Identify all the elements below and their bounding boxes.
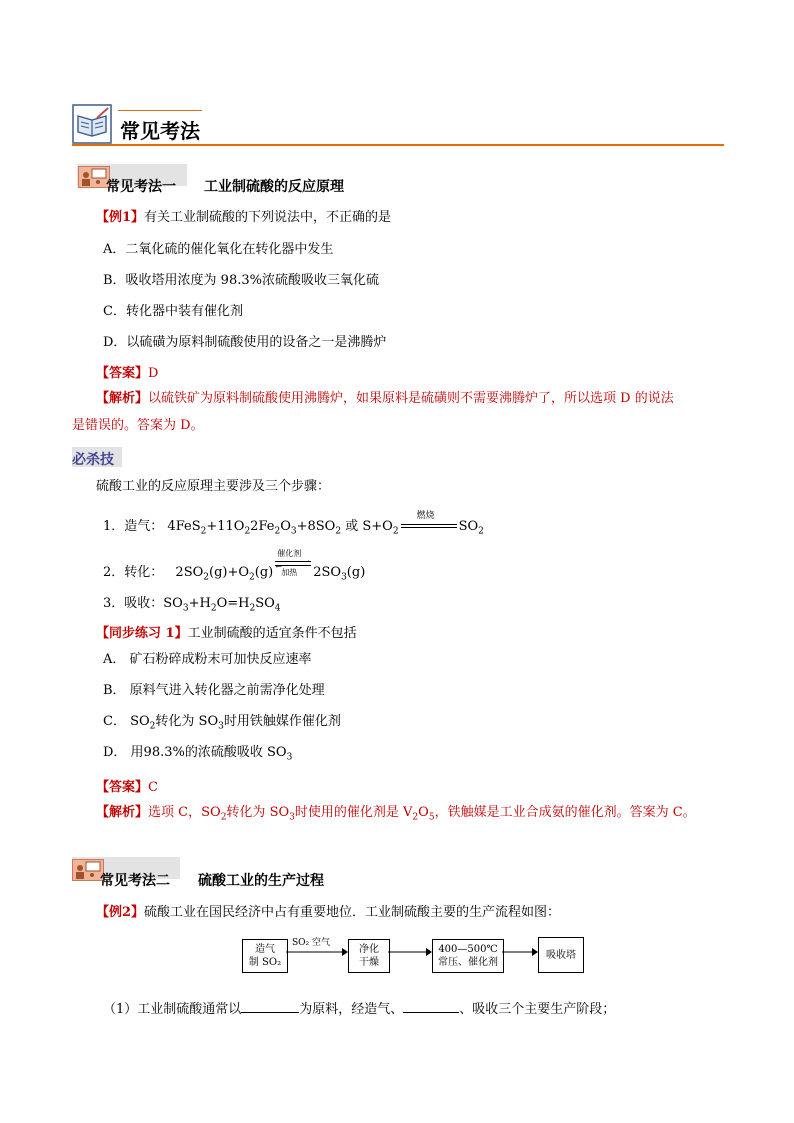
step3-equation: $SO_3+H_2O=H_2SO_4$	[163, 596, 281, 614]
flow-arrow-2	[388, 948, 432, 956]
practice1-analysis-tag: 【解析】	[96, 805, 149, 820]
example2-tag: 【例2】	[96, 905, 145, 920]
practice1-tag: 【同步练习 1】	[96, 626, 188, 641]
flow-box3-line2: 常压、催化剂	[438, 957, 498, 968]
step2-reactants: $2SO_2(g)+O_2(g)$	[175, 565, 274, 583]
step2-prefix: 2．转化：	[103, 565, 164, 580]
q1-part-c: 、吸收三个主要生产阶段；	[459, 1002, 616, 1017]
flow-box-absorber: 吸收塔	[538, 937, 584, 973]
analysis-part-b: 转化为	[226, 805, 266, 820]
step1-line	[103, 511, 484, 537]
option-d-prefix: D． 用98.3%的浓硫酸吸收	[103, 745, 263, 760]
step2-line	[103, 549, 366, 583]
skill-title: 必杀技	[72, 452, 114, 468]
example1-answer-line	[96, 362, 158, 381]
analysis-part-d: ，铁触媒是工业合成氨的催化剂。答案为 C。	[434, 805, 696, 820]
flow-box-purify	[348, 939, 390, 973]
practice1-question-line	[96, 622, 357, 641]
example1-answer-tag: 【答案】	[96, 366, 149, 381]
flow-box-converter	[432, 939, 504, 973]
section1-label: 常见考法一	[106, 179, 176, 195]
q1-part-b: 为原料，经造气、	[299, 1002, 404, 1017]
section2-topic: 硫酸工业的生产过程	[198, 873, 324, 889]
analysis-part-a: 选项 C，	[148, 805, 202, 820]
header-bottom-rule	[72, 144, 724, 146]
example1-option-b: B．吸收塔用浓度为 98.3%浓硫酸吸收三氧化硫	[103, 273, 379, 288]
practice1-answer-tag: 【答案】	[96, 780, 149, 795]
example1-question-line	[96, 206, 391, 225]
example1-tag: 【例1】	[96, 210, 145, 225]
q1-part-a: （1）工业制硫酸通常以	[103, 1002, 242, 1017]
burn-condition: 燃烧	[416, 511, 435, 521]
burn-arrow	[399, 511, 459, 530]
flow-box3-line1: 400—500℃	[438, 944, 498, 955]
example2-q1	[103, 998, 615, 1017]
example1-option-a: A．二氧化硫的催化氧化在转化器中发生	[103, 242, 334, 257]
example1-analysis-line1	[96, 387, 674, 406]
step1-equation-a: $4FeS_2+11O_22Fe_2O_3+8SO_2$	[167, 519, 342, 537]
q1-blank-2[interactable]	[403, 1012, 459, 1013]
analysis-part-c: 时使用的催化剂是	[294, 805, 399, 820]
flow-arrow1-label: SO₂ 空气	[292, 938, 331, 948]
page-title: 常见考法	[120, 119, 200, 143]
example1-answer: D	[148, 366, 159, 381]
flow-box1-line1: 造气	[255, 944, 275, 955]
example1-analysis-text1: 以硫铁矿为原料制硫酸使用沸腾炉，如果原料是硫磺则不需要沸腾炉了，所以选项 D 的说法	[148, 391, 674, 406]
example1-option-d: D．以硫磺为原料制硫酸使用的设备之一是沸腾炉	[103, 335, 387, 350]
practice1-question: 工业制硫酸的适宜条件不包括	[187, 626, 357, 641]
flow-box1-line2: 制 SO₂	[248, 957, 282, 968]
practice1-option-d: D． 用98.3%的浓硫酸吸收 $SO_3$	[103, 745, 293, 763]
example1-analysis-line2: 是错误的。答案为 D。	[72, 418, 204, 433]
section2-label: 常见考法二	[100, 873, 170, 889]
option-c-mid: 转化为	[155, 714, 195, 729]
example2-question: 硫酸工业在国民经济中占有重要地位．工业制硫酸主要的生产流程如图：	[144, 905, 561, 920]
skill-intro: 硫酸工业的反应原理主要涉及三个步骤：	[96, 479, 331, 494]
step2-product: $2SO_3(g)$	[313, 565, 366, 583]
step3-prefix: 3．吸收：	[103, 596, 164, 611]
flow-box2-line1: 净化	[359, 944, 379, 955]
step1-equation-b: $S+O_2$	[362, 519, 399, 537]
example1-analysis-tag: 【解析】	[96, 391, 149, 406]
example2-question-line	[96, 901, 560, 920]
example1-question: 有关工业制硫酸的下列说法中，不正确的是	[144, 210, 392, 225]
q1-blank-1[interactable]	[241, 1012, 299, 1013]
header-book-icon	[72, 104, 112, 144]
practice1-option-c: C． $SO_2$转化为 $SO_3$时用铁触媒作催化剂	[103, 714, 341, 732]
flow-arrow-3	[502, 948, 538, 956]
flow-box2-line2: 干燥	[359, 957, 379, 968]
practice1-answer-line	[96, 776, 158, 795]
option-c-prefix: C．	[103, 714, 131, 729]
section1-topic: 工业制硫酸的反应原理	[204, 179, 344, 195]
practice1-option-b: B． 原料气进入转化器之前需净化处理	[103, 683, 325, 698]
flow-box-gas-making	[242, 939, 288, 973]
reversible-arrow: 催化剂 ⇀ ↽ 加热	[275, 549, 310, 577]
step1-or: 或	[345, 519, 359, 534]
practice1-option-a: A． 矿石粉碎成粉末可加快反应速率	[103, 652, 312, 667]
header-top-rule	[118, 110, 202, 111]
heat-condition: 加热	[281, 568, 298, 577]
example1-option-c: C．转化器中装有催化剂	[103, 304, 243, 319]
flow-arrow-1	[286, 948, 348, 956]
catalyst-condition: 催化剂	[277, 549, 302, 558]
step3-line	[103, 592, 281, 614]
practice1-answer: C	[148, 780, 158, 795]
practice1-analysis-line: 【解析】选项 C，$SO_2$转化为 $SO_3$时使用的催化剂是 $V_2O_5$，铁触媒是工业合成氨的催化剂。答案为 C。	[96, 805, 696, 823]
option-c-suffix: 时用铁触媒作催化剂	[223, 714, 341, 729]
step1-product: $SO_2$	[458, 519, 484, 537]
step1-prefix: 1．造气：	[103, 519, 164, 534]
